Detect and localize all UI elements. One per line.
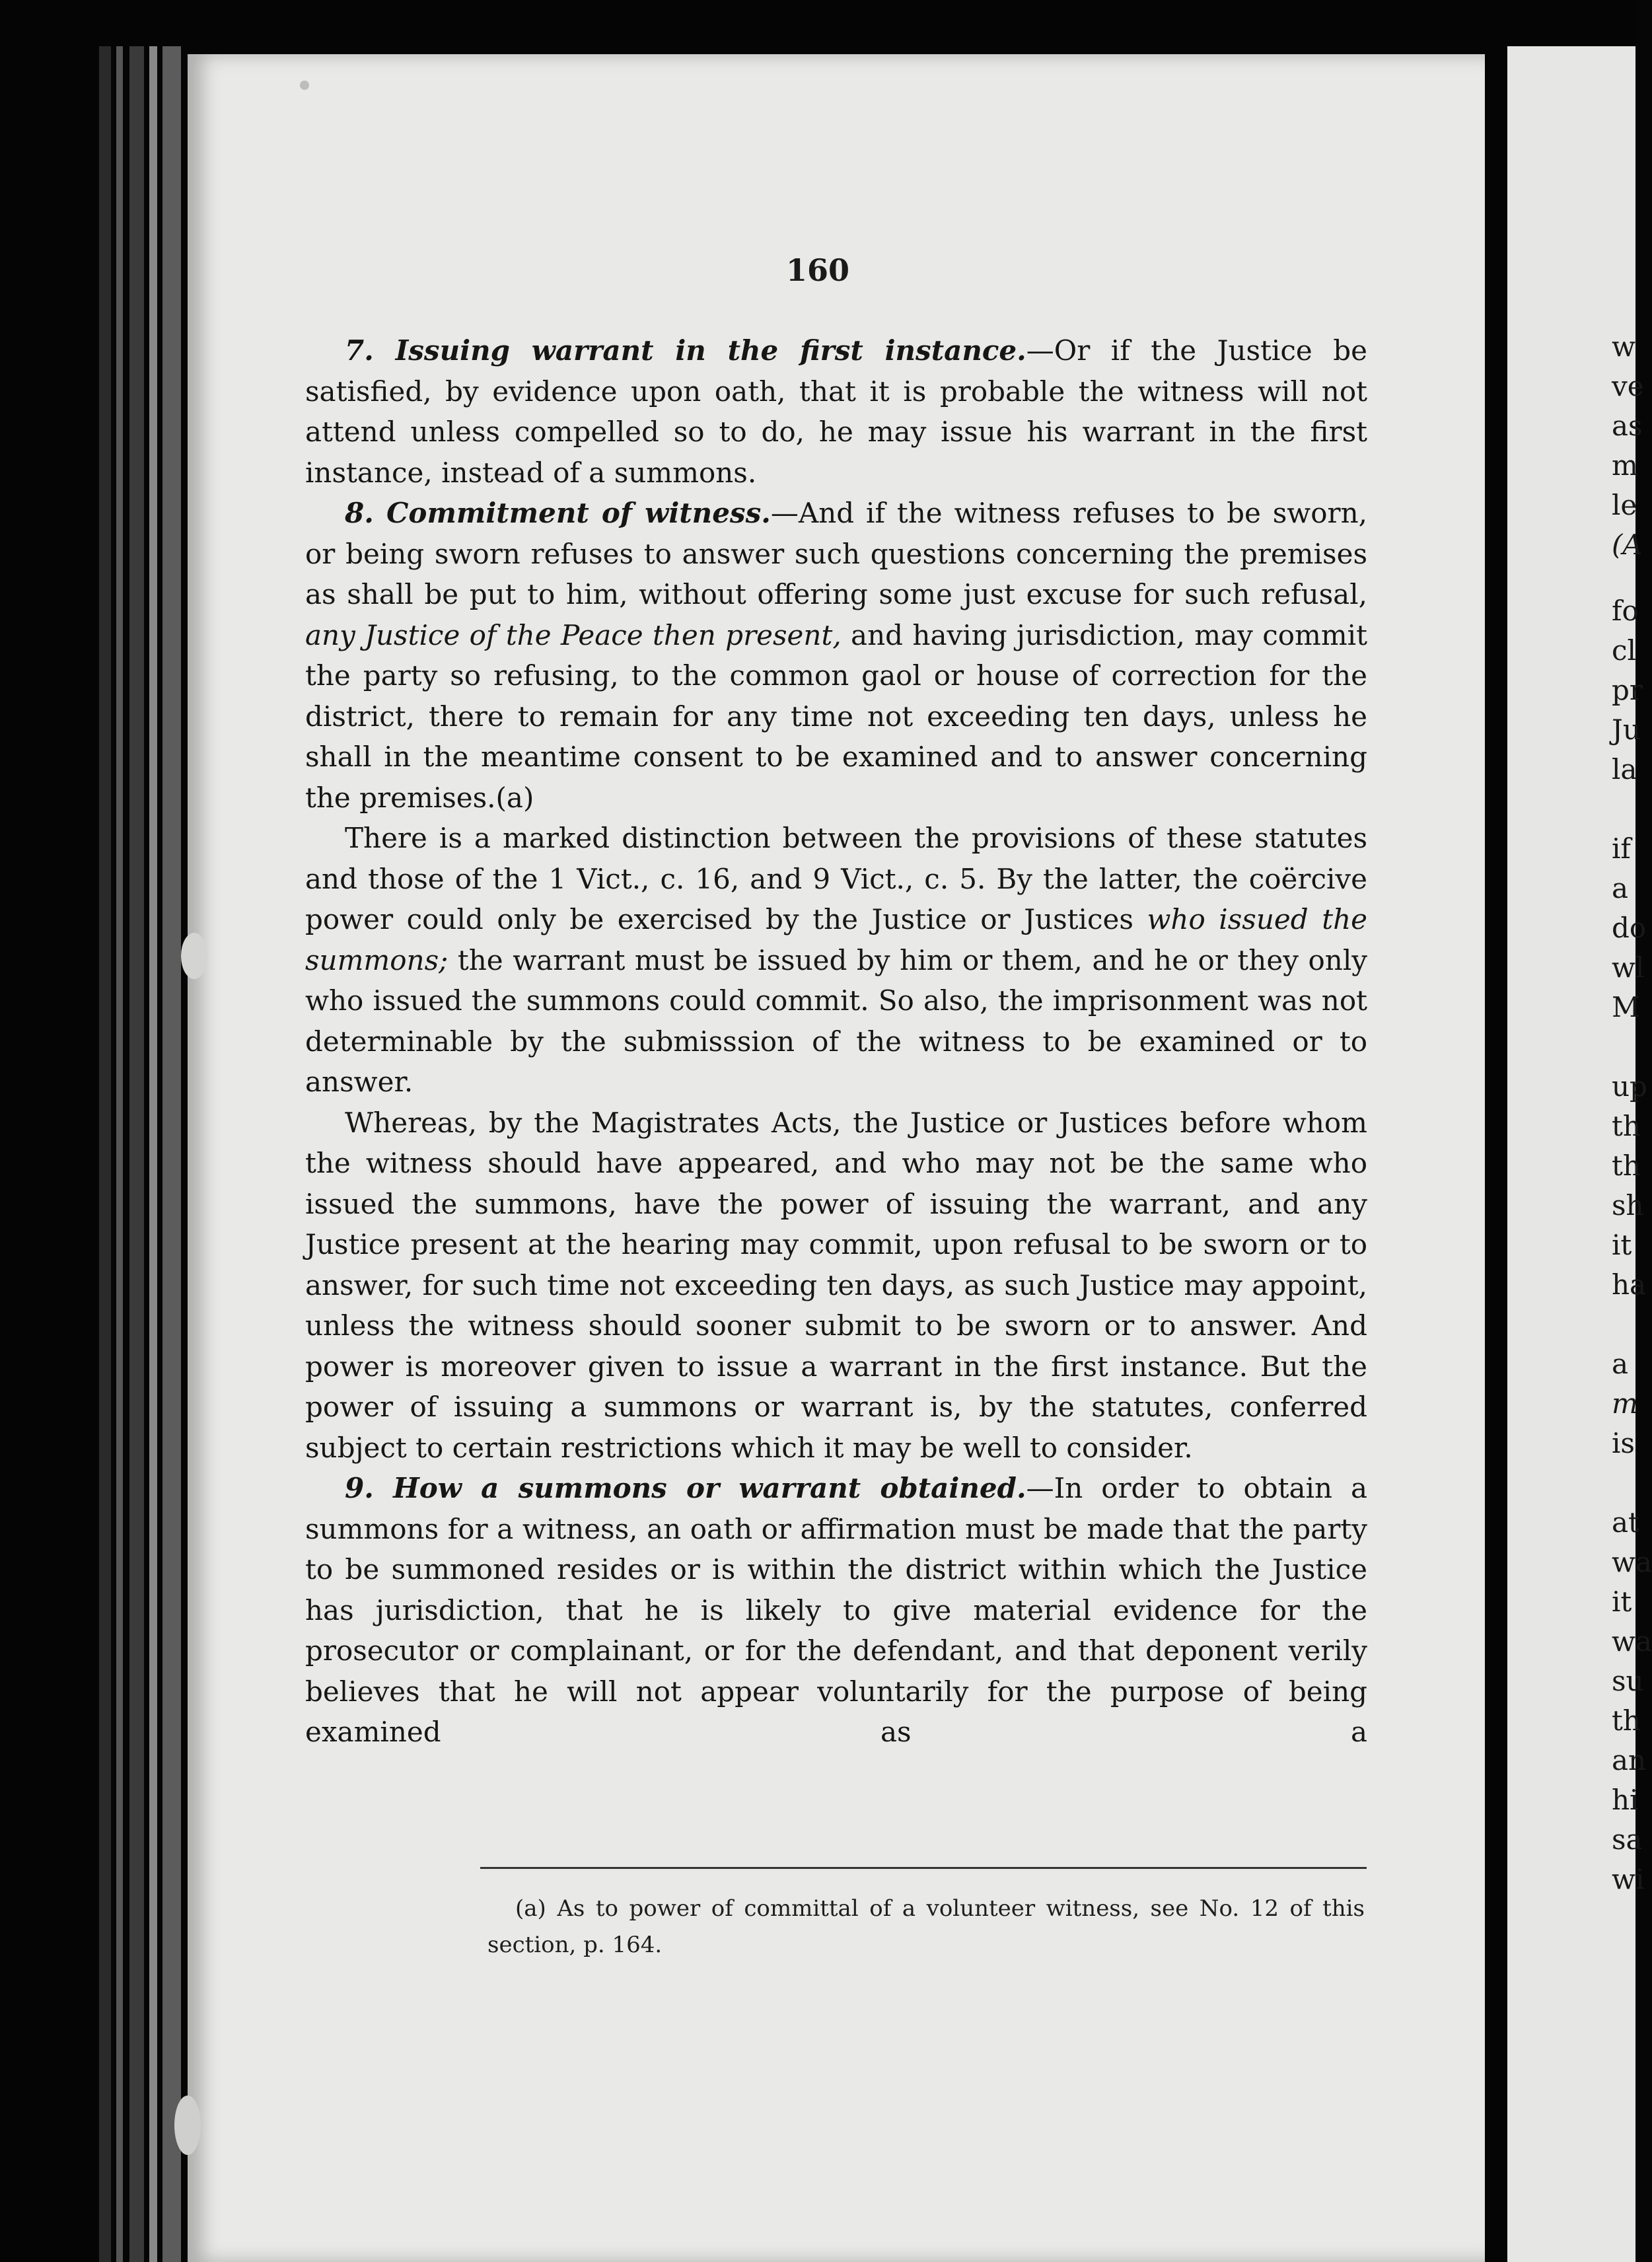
paragraph-text: There is a marked distinction between the provisions of these statutes and those of the 1 Vict., c. 16, and 9 Vict., c. 5. By the latter, the coërcive power could only be exercised by the Justice or Justices: [305, 822, 1367, 935]
section-heading: 8. Commitment of witness.: [345, 497, 771, 529]
facing-page-fragment: m: [1612, 449, 1638, 482]
facing-page-fragment: ha: [1612, 1268, 1647, 1301]
italic-phrase: who issued the summons;: [305, 903, 1367, 976]
spine-edge: [116, 46, 123, 2262]
facing-page-fragment: th: [1612, 1704, 1641, 1737]
italic-phrase: any Justice of the Peace then present,: [305, 618, 842, 651]
facing-page-fragment: la: [1612, 753, 1637, 785]
facing-page-fragment: an: [1612, 1744, 1647, 1776]
footnote-rule: [480, 1867, 1367, 1869]
facing-page-fragment: ve: [1612, 370, 1644, 402]
spine-edge: [129, 46, 144, 2262]
smudge: [300, 81, 309, 90]
facing-page-fragment: do: [1612, 912, 1647, 944]
facing-page-fragment: as: [1612, 410, 1643, 442]
facing-page-fragment: at: [1612, 1506, 1639, 1539]
facing-page-fragment: is: [1612, 1427, 1635, 1459]
facing-page-fragment: pr: [1612, 674, 1643, 706]
facing-page-fragment: le: [1612, 489, 1637, 521]
facing-page-fragment: M: [1612, 991, 1641, 1023]
facing-page-fragment: a: [1612, 1348, 1629, 1380]
page-number: 160: [785, 252, 850, 288]
footnote: [487, 1891, 1365, 1963]
paragraph-text: Whereas, by the Magistrates Acts, the Justice or Justices before whom the witness should have appeared, and who may not be the same who issued the summons, have the power of issuing the warrant, and any Justice present at the hearing may commit, upon refusal to be sworn or to answer, for such time not exceeding ten days, as such Justice may appoint, unless the witness should sooner submit to be sworn or to answer. And power is moreover given to issue a warrant in the first instance. But the power of issuing a summons or warrant is, by the statutes, conferred subject to certain restrictions which it may be well to consider.: [305, 1106, 1367, 1464]
facing-page-fragment: fo: [1612, 595, 1639, 627]
facing-page-fragment: (A: [1612, 529, 1643, 561]
facing-page-fragment: if: [1612, 832, 1631, 865]
facing-page-fragment: it: [1612, 1229, 1632, 1261]
facing-page-fragment: up: [1612, 1070, 1647, 1103]
facing-page-fragment: a: [1612, 872, 1629, 904]
section-heading: 9. How a summons or warrant obtained.: [345, 1472, 1026, 1504]
paragraph-text: —Or if the Justice be satisfied, by evidence upon oath, that it is probable the witness will not attend unless compelled so to do, he may issue his warrant in the first instance, instead of a summons.: [305, 334, 1368, 489]
facing-page-fragment: it: [1612, 1586, 1632, 1618]
facing-page-fragment: th: [1612, 1110, 1641, 1142]
paragraph-text: the warrant must be issued by him or them, and he or they only who issued the summons could commit. So also, the imprisonment was not determinable by the submisssion of the witness to be examined or to answer.: [305, 943, 1367, 1098]
footnote-text: (a) As to power of committal of a volunteer witness, see No. 12 of this section, p. 164.: [487, 1895, 1365, 1958]
paragraph-text: and having jurisdiction, may commit the party so refusing, to the common gaol or house of correction for the district, there to remain for any time not exceeding ten days, unless he shall in the meantime consent to be examined and to answer concerning the premises.(a): [305, 618, 1367, 814]
page-body: [305, 330, 1367, 1753]
paragraph-text: —In order to obtain a summons for a witness, an oath or affirmation must be made that the party to be summoned resides or is within the district within which the Justice has jurisdiction, that he is likely to give material evidence for the prosecutor or complainant, or for the defendant, and that deponent verily believes that he will not appear voluntarily for the purpose of being examined as a: [305, 1472, 1367, 1748]
facing-page-fragment: sh: [1612, 1189, 1644, 1222]
spine-edge: [162, 46, 181, 2262]
spine-edge: [149, 46, 157, 2262]
facing-page-fragment: wa: [1612, 1546, 1652, 1578]
facing-page-fragment: w: [1612, 330, 1635, 363]
facing-page-fragment: Ju: [1612, 713, 1641, 746]
spine-edge: [99, 46, 111, 2262]
facing-page-fragment: wl: [1612, 951, 1645, 984]
paragraph-whereas: [305, 1103, 1367, 1469]
paragraph-text: —And if the witness refuses to be sworn, or being sworn refuses to answer such questions concerning the premises as shall be put to him, without offering some just excuse for such refusal,: [305, 497, 1367, 610]
facing-page-fragment: sa: [1612, 1823, 1643, 1856]
section-heading: 7. Issuing warrant in the first instance.: [345, 334, 1026, 367]
paragraph-8: [305, 493, 1367, 818]
smudge: [174, 2096, 201, 2155]
facing-page-fragment: cl: [1612, 634, 1636, 667]
facing-page-fragment: m: [1612, 1387, 1638, 1420]
facing-page-fragment: th: [1612, 1149, 1641, 1182]
facing-page-fragment: wi: [1612, 1863, 1645, 1895]
paragraph-7: [305, 330, 1367, 493]
facing-page-fragment: hi: [1612, 1784, 1639, 1816]
paragraph-9: [305, 1468, 1367, 1753]
facing-page-fragment: su: [1612, 1665, 1644, 1697]
paragraph-distinction: [305, 818, 1367, 1103]
smudge: [181, 933, 207, 979]
facing-page-fragment: wa: [1612, 1625, 1652, 1658]
